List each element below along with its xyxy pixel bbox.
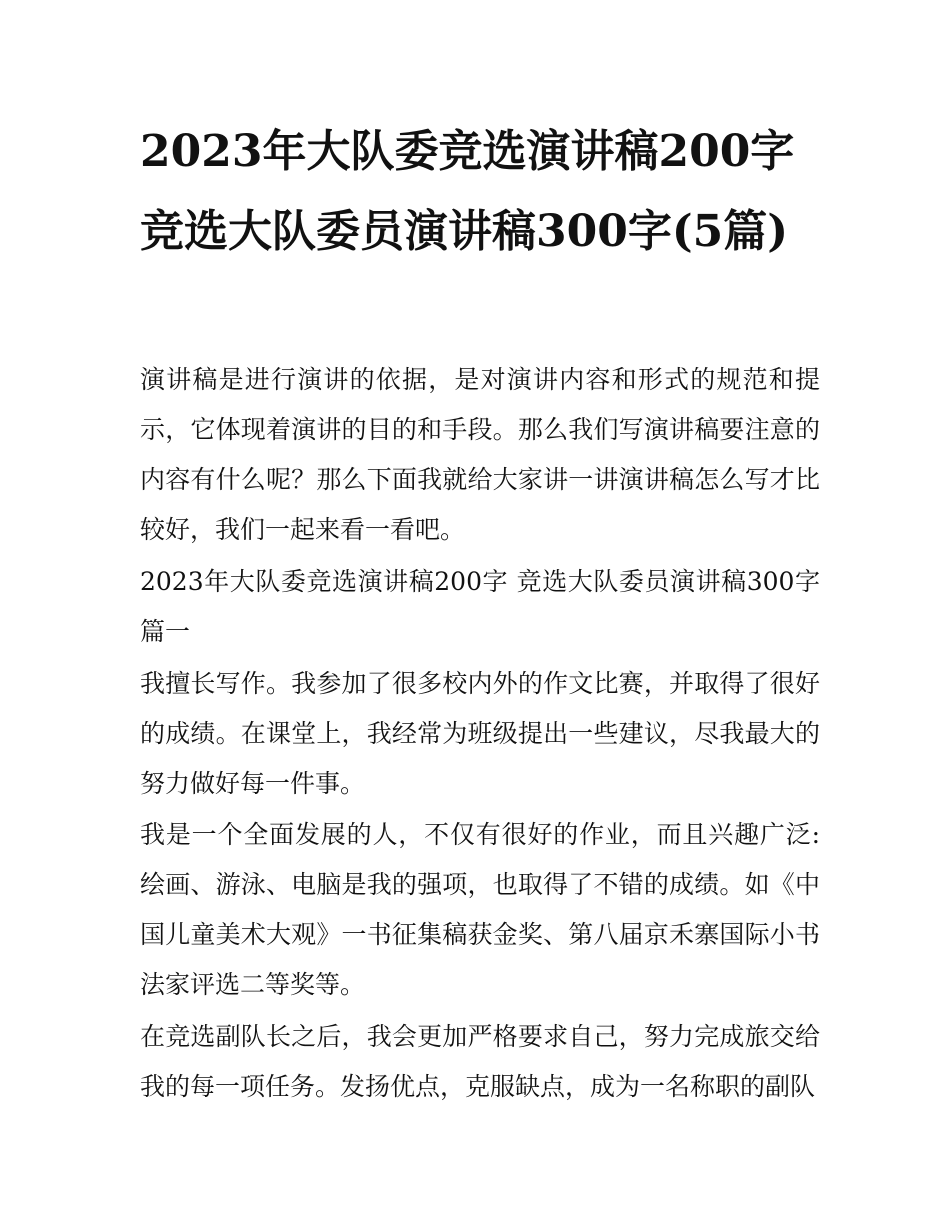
body-paragraph: 我是一个全面发展的人，不仅有很好的作业，而且兴趣广泛:绘画、游泳、电脑是我的强项，也取得了不错的成绩。如《中国儿童美术大观》一书征集稿获金奖、第八届京禾寨国际小书法家评选二等奖等。 [140, 820, 820, 999]
body-paragraph: 我擅长写作。我参加了很多校内外的作文比赛，并取得了很好的成绩。在课堂上，我经常为班级提出一些建议，尽我最大的努力做好每一件事。 [140, 669, 820, 798]
body-paragraph: 在竞选副队长之后，我会更加严格要求自己，努力完成旅交给我的每一项任务。发扬优点，克服缺点，成为一名称职的副队 [140, 1022, 820, 1101]
section-heading: 2023年大队委竞选演讲稿200字 竞选大队委员演讲稿300字篇一 [140, 567, 820, 646]
document-title: 2023年大队委竞选演讲稿200字 竞选大队委员演讲稿300字(5篇) [140, 126, 795, 257]
intro-paragraph: 演讲稿是进行演讲的依据，是对演讲内容和形式的规范和提示，它体现着演讲的目的和手段。那么我们写演讲稿要注意的内容有什么呢？那么下面我就给大家讲一讲演讲稿怎么写才比较好，我们一起来看一看吧。 [140, 365, 820, 544]
